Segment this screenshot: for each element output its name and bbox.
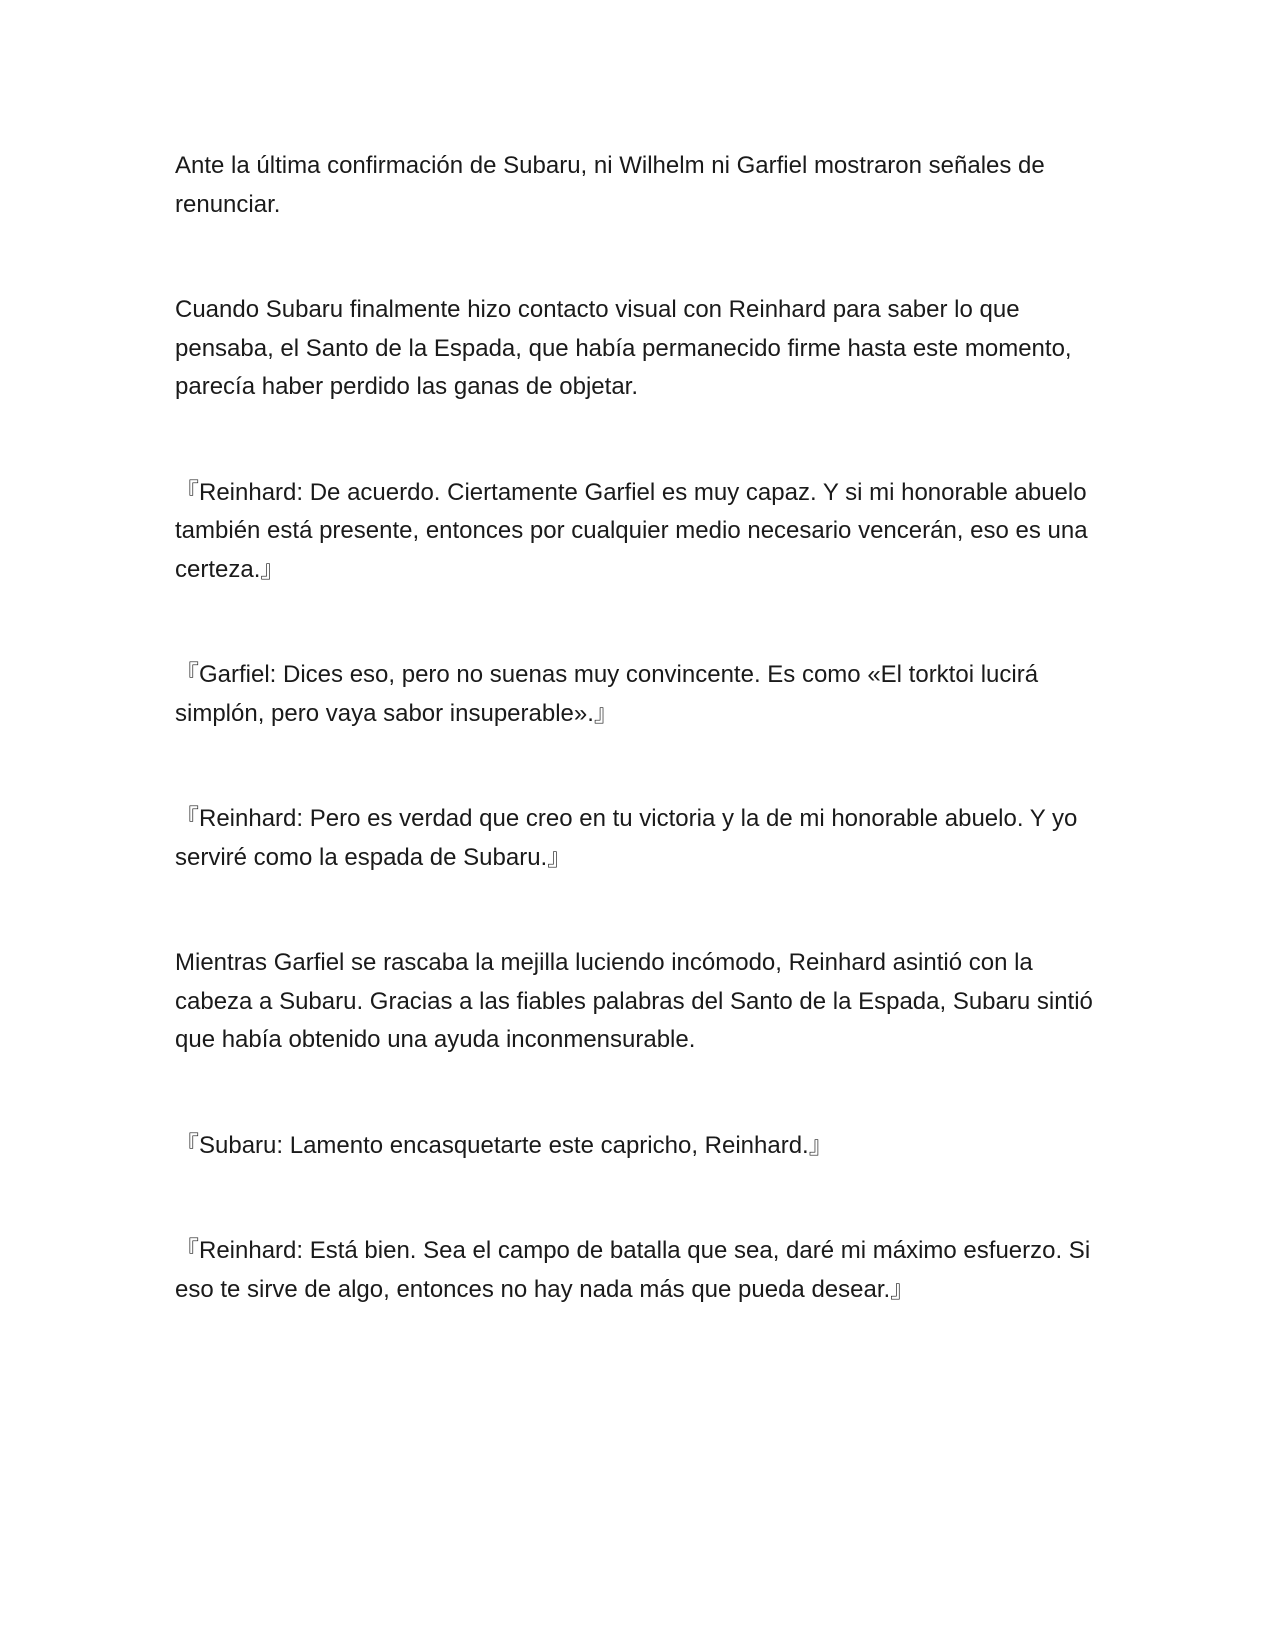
paragraph-2: Cuando Subaru finalmente hizo contacto visual con Reinhard para saber lo que pensaba, el Santo de la Espada, que había permanecido firme hasta este momento, parecía haber perdido las ganas de objetar. xyxy=(175,296,1072,400)
dialog-line-subaru-1: 『Subaru: Lamento encasquetarte este capricho, Reinhard.』 xyxy=(175,1131,833,1159)
dialog-line-garfiel-1: 『Garfiel: Dices eso, pero no suenas muy convincente. Es como «El torktoi lucirá simplón, pero vaya sabor insuperable».』 xyxy=(175,661,1039,727)
dialog-line-reinhard-3: 『Reinhard: Está bien. Sea el campo de batalla que sea, daré mi máximo esfuerzo. Si eso te sirve de algo, entonces no hay nada más que pueda desear.』 xyxy=(175,1237,1091,1303)
dialog-line-reinhard-2: 『Reinhard: Pero es verdad que creo en tu victoria y la de mi honorable abuelo. Y yo serviré como la espada de Subaru.』 xyxy=(175,805,1078,871)
dialog-line-reinhard-1: 『Reinhard: De acuerdo. Ciertamente Garfiel es muy capaz. Y si mi honorable abuelo también está presente, entonces por cualquier medio necesario vencerán, eso es una certeza.』 xyxy=(175,478,1088,583)
paragraph-1: Ante la última confirmación de Subaru, ni Wilhelm ni Garfiel mostraron señales de renunciar. xyxy=(175,152,1045,218)
document-body xyxy=(175,147,1095,1376)
paragraph-3: Mientras Garfiel se rascaba la mejilla luciendo incómodo, Reinhard asintió con la cabeza a Subaru. Gracias a las fiables palabras del Santo de la Espada, Subaru sintió que había obtenido una ayuda inconmensurable. xyxy=(175,949,1093,1053)
